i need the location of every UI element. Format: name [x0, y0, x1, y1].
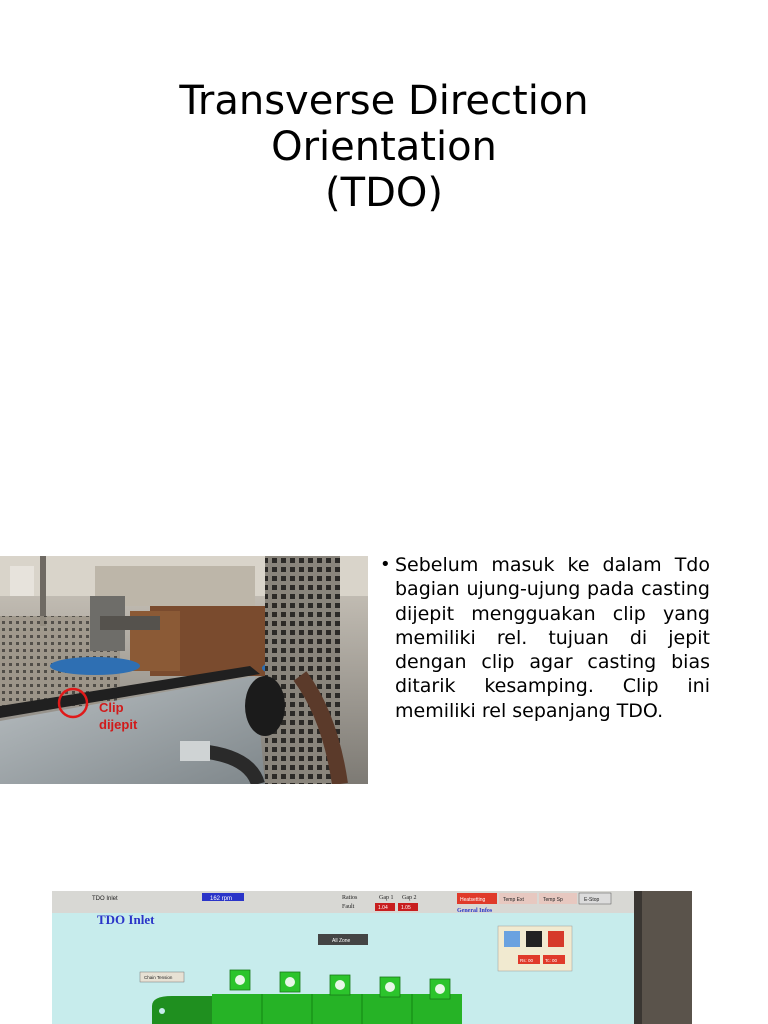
slide-title	[0, 78, 768, 216]
bullet-item: Sebelum masuk ke dalam Tdo bagian ujung-ujung pada casting dijepit mengguakan clip yang memiliki rel. tujuan di jepit dengan clip agar casting bias ditarik kesamping. Clip ini memiliki rel sepanjang TDO.	[395, 554, 710, 722]
title-line-3: (TDO)	[325, 170, 443, 216]
hmi-speed: 162 rpm	[210, 896, 233, 902]
hmi-estop-label: E-Stop	[584, 897, 600, 903]
hmi-ratios-label: Ratios	[342, 895, 358, 901]
hmi-tab-heatsetting-label: Heatsetting	[460, 897, 486, 903]
title-line-1: Transverse Direction	[179, 78, 589, 124]
bullet-list	[380, 553, 710, 723]
hmi-indicator-2: Tc: 00	[545, 958, 558, 963]
title-line-2: Orientation	[271, 124, 497, 170]
hmi-gap1-value: 1.04	[378, 905, 388, 911]
bullet-marker: •	[380, 554, 391, 575]
hmi-all-zone-label: All Zone	[332, 938, 351, 944]
hmi-tab-temp-ext-label: Temp Ext	[503, 897, 524, 903]
hmi-general-infos: General Infos	[457, 908, 493, 914]
hmi-gap2-label: Gap 2	[402, 895, 417, 901]
hmi-window-title: TDO Inlet	[92, 896, 118, 902]
hmi-indicator-1: Rs: 00	[520, 958, 534, 963]
hmi-heading: TDO Inlet	[97, 912, 155, 927]
hmi-chain-tension-label: Chain Tension	[144, 975, 173, 980]
hmi-gap2-value: 1.05	[401, 905, 411, 911]
hmi-gap1-label: Gap 1	[379, 895, 394, 901]
hmi-tab-temp-sp-label: Temp Sp	[543, 897, 563, 903]
hmi-screen-photo	[52, 891, 692, 1024]
hmi-fault-label: Fault	[342, 904, 355, 910]
clip-label-2: dijepit	[99, 717, 138, 732]
clip-label-1: Clip	[99, 700, 124, 715]
machine-photo	[0, 556, 368, 784]
